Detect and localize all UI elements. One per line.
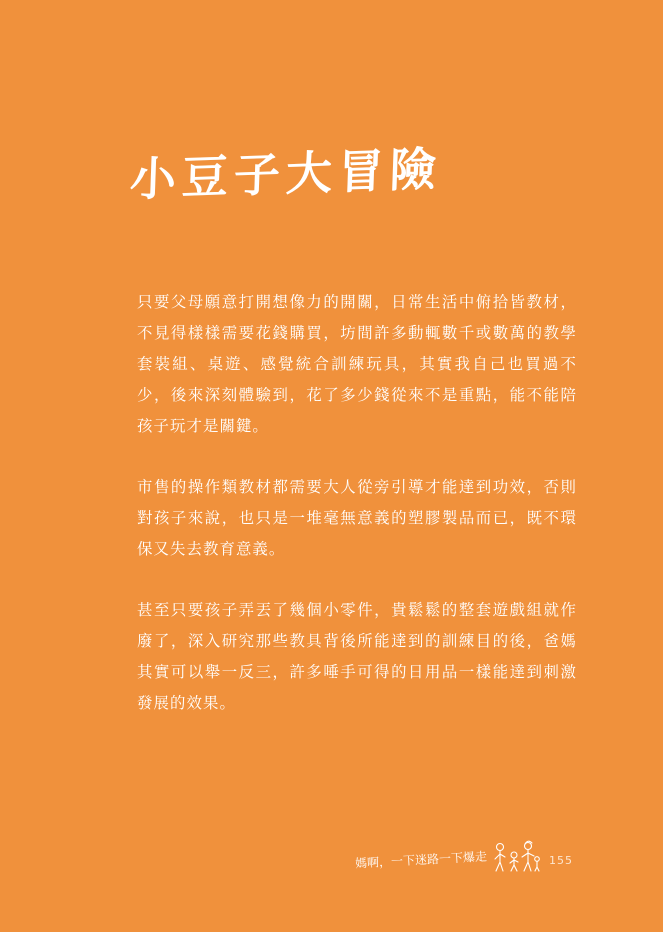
paragraph-3: 甚至只要孩子弄丟了幾個小零件，貴鬆鬆的整套遊戲組就作廢了，深入研究那些教具背後所能達到的訓練目的後，爸媽其實可以舉一反三，許多唾手可得的日用品一樣能達到刺激發展的效果。 [137, 601, 577, 712]
page-footer [355, 838, 585, 878]
page-number: 155 [549, 854, 573, 867]
paragraph-2: 市售的操作類教材都需要大人從旁引導才能達到功效，否則對孩子來說，也只是一堆毫無意義的塑膠製品而已，既不環保又失去教育意義。 [137, 478, 577, 558]
family-doodle-icon [490, 838, 542, 874]
running-footer-caption: 媽啊，一下迷路一下爆走 [354, 849, 488, 871]
body-text [137, 287, 577, 749]
paragraph-1: 只要父母願意打開想像力的開關，日常生活中俯拾皆教材，不見得樣樣需要花錢購買，坊間許多動輒數千或數萬的教學套裝組、桌遊、感覺統合訓練玩具，其實我自己也買過不少，後來深刻體驗到，花了多少錢從來不是重點，能不能陪孩子玩才是關鍵。 [137, 293, 577, 435]
chapter-title: 小豆子大冒險 [129, 141, 443, 207]
